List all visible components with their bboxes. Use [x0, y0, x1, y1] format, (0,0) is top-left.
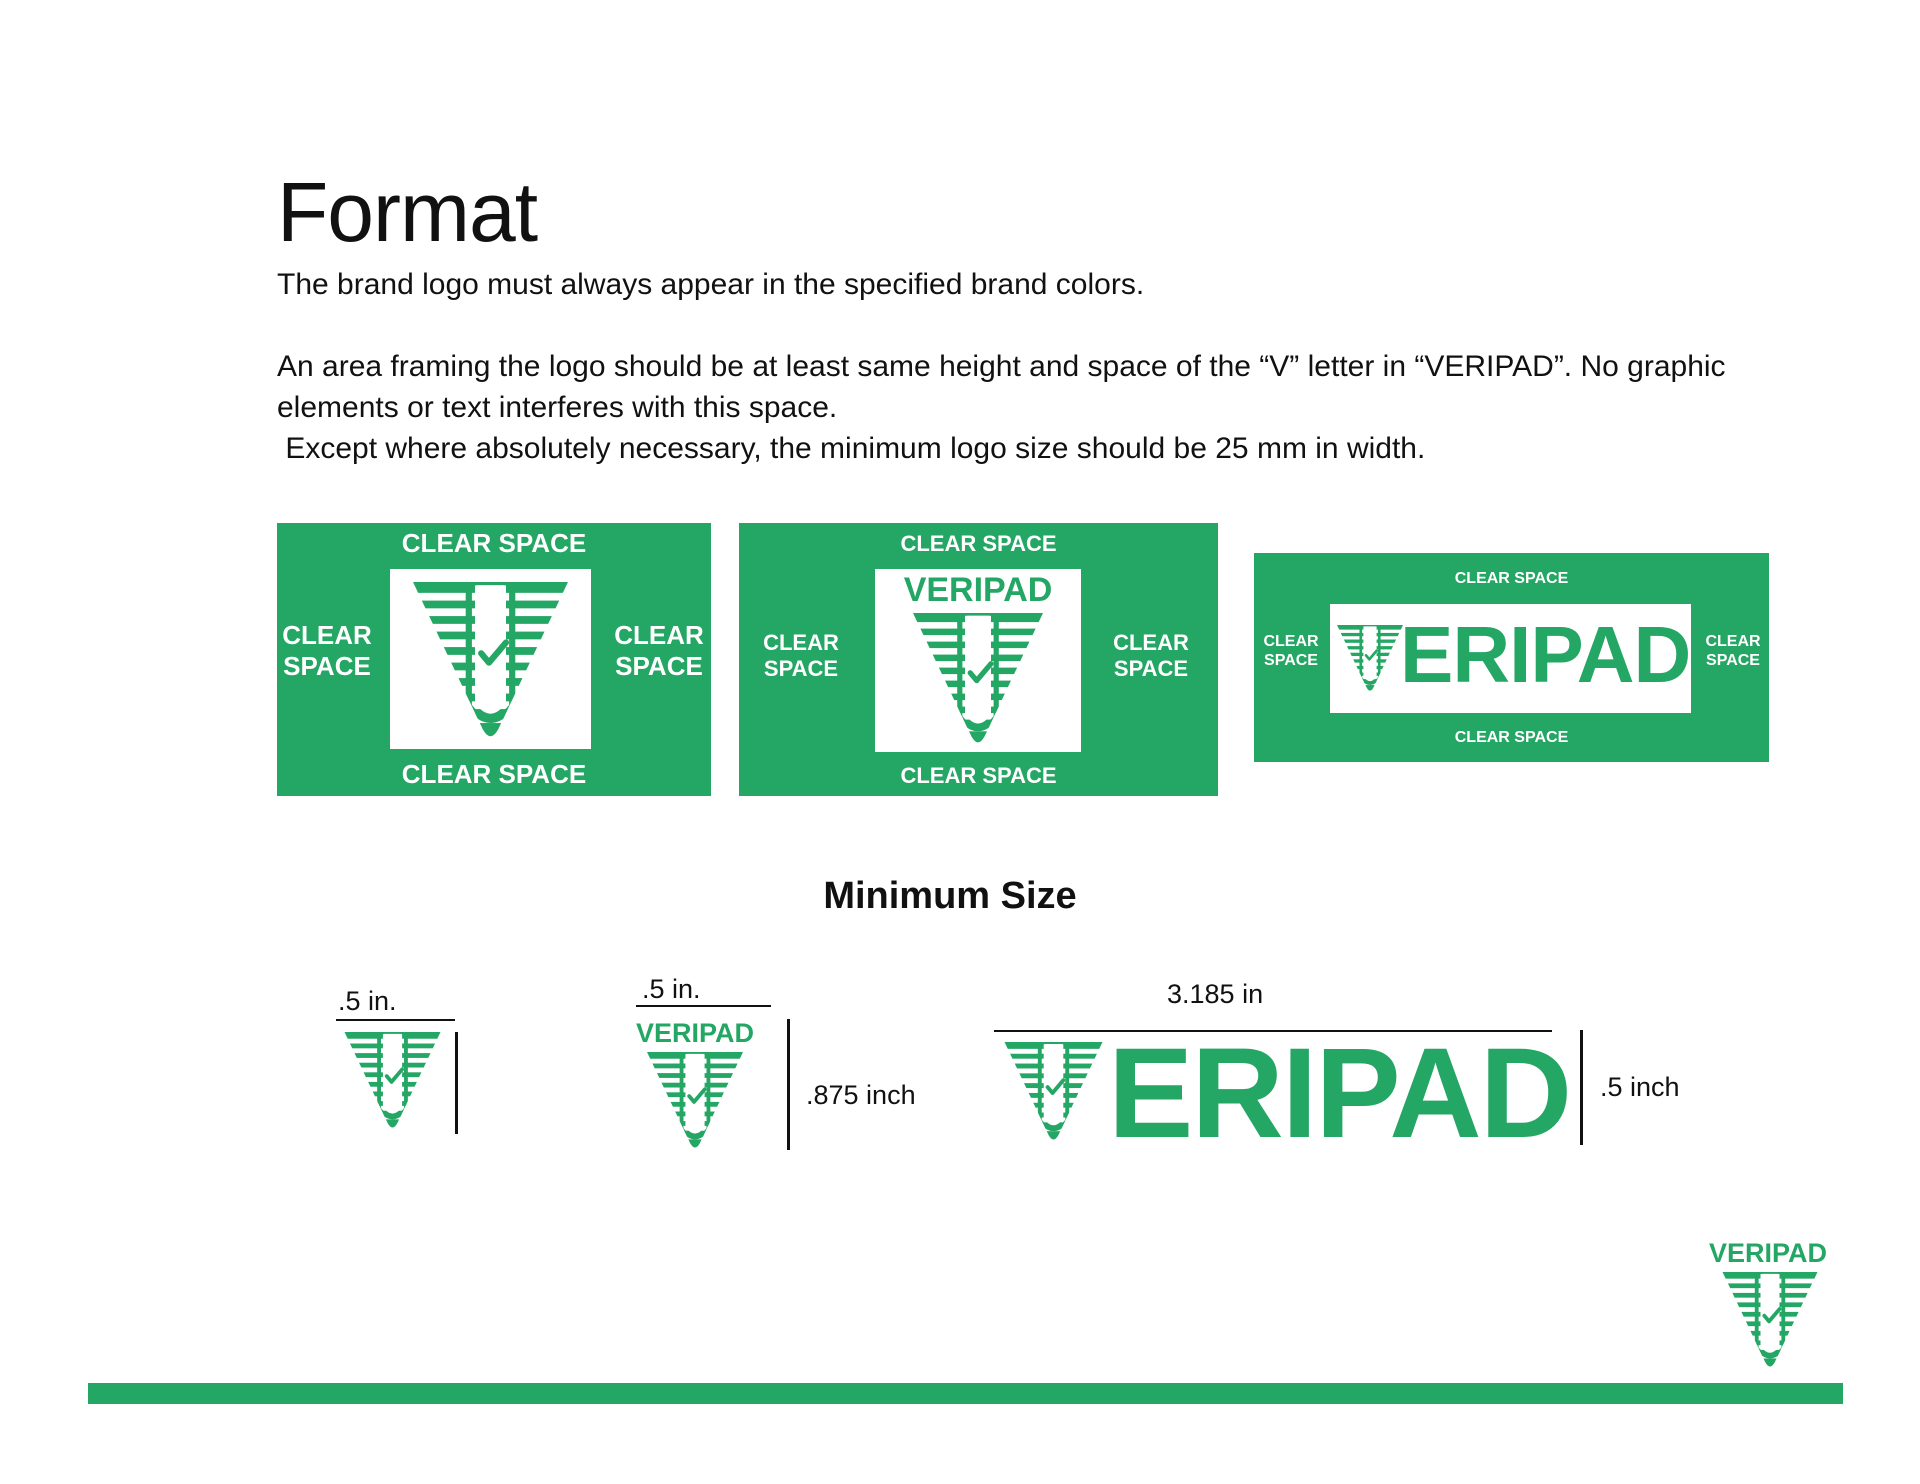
clear-space-top-label: CLEAR SPACE: [900, 531, 1057, 556]
clear-space-bottom-label: CLEAR SPACE: [401, 759, 587, 789]
veripad-v-mark-icon: [1334, 625, 1406, 691]
clear-space-right-label: CLEAR SPACE: [1705, 633, 1761, 670]
width-dimension-line: [636, 1005, 771, 1007]
logo-frame: [390, 569, 591, 749]
logo-wordmark: ERIPAD: [1400, 610, 1691, 699]
clear-space-panel-stacked-logo: [739, 523, 1218, 796]
height-label: .5 inch: [1600, 1072, 1680, 1102]
width-dimension-line: [336, 1019, 455, 1021]
clear-space-bottom-label: CLEAR SPACE: [1454, 729, 1569, 746]
footer-bar: [88, 1383, 1843, 1404]
page-title: Format: [277, 165, 538, 259]
paragraph-brand-colors: The brand logo must always appear in the specified brand colors.: [277, 268, 1145, 301]
clear-space-left-label: CLEAR SPACE: [763, 630, 839, 682]
height-dimension-line: [1580, 1030, 1583, 1145]
logo-wordmark: VERIPAD: [635, 1018, 755, 1048]
veripad-v-mark-icon: [908, 613, 1048, 743]
logo-frame: [1330, 604, 1691, 713]
clear-space-right-label: CLEAR SPACE: [1113, 630, 1189, 682]
logo-frame: [875, 569, 1081, 752]
height-dimension-line: [455, 1032, 458, 1134]
logo-wordmark: ERIPAD: [1108, 1022, 1571, 1165]
clear-space-panel-icon: [277, 523, 711, 796]
minimum-size-heading: Minimum Size: [823, 875, 1077, 917]
clear-space-panel-horizontal-logo: [1254, 553, 1769, 762]
clear-space-left-label: CLEAR SPACE: [1263, 633, 1319, 670]
paragraph-clear-space: An area framing the logo should be at least same height and space of the “V” letter in “VERIPAD”. No graphic elements or text interferes with this space.: [277, 350, 1726, 424]
height-label: .875 inch: [806, 1080, 916, 1110]
clear-space-top-label: CLEAR SPACE: [401, 528, 587, 558]
clear-space-left-label: CLEAR SPACE: [282, 620, 372, 682]
veripad-v-mark-icon: [637, 1052, 753, 1148]
veripad-v-mark-icon: [402, 582, 579, 737]
footer-logo-wordmark: VERIPAD: [1708, 1238, 1828, 1268]
clear-space-top-label: CLEAR SPACE: [1454, 570, 1569, 587]
height-dimension-line: [787, 1019, 790, 1150]
veripad-v-mark-icon: [996, 1042, 1111, 1140]
width-label: 3.185 in: [1167, 979, 1264, 1009]
width-label: .5 in.: [338, 986, 397, 1016]
clear-space-right-label: CLEAR SPACE: [614, 620, 704, 682]
paragraph-minimum-size: Except where absolutely necessary, the minimum logo size should be 25 mm in width.: [277, 432, 1426, 465]
veripad-v-mark-icon: [1714, 1272, 1826, 1367]
clear-space-bottom-label: CLEAR SPACE: [900, 763, 1057, 788]
veripad-v-mark-icon: [336, 1032, 449, 1128]
logo-wordmark: VERIPAD: [903, 571, 1053, 609]
width-label: .5 in.: [642, 974, 701, 1004]
